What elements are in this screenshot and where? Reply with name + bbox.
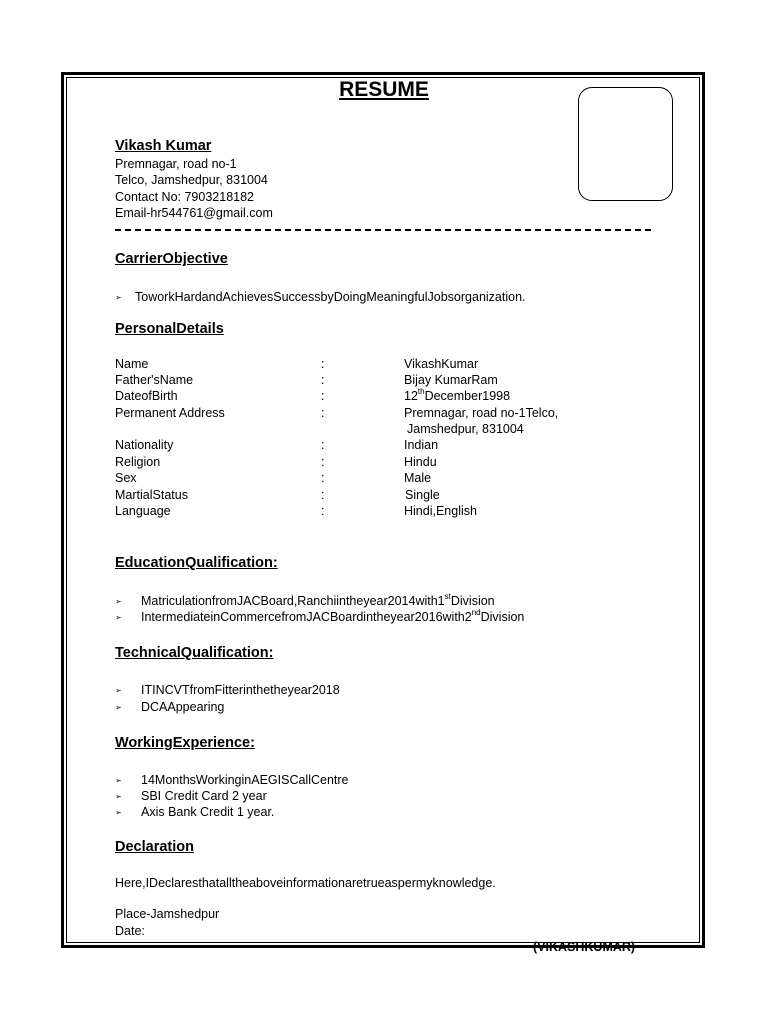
candidate-name: Vikash Kumar [115, 138, 212, 154]
declaration-heading: Declaration [115, 839, 194, 855]
separator: : [321, 488, 325, 502]
triangle-bullet-icon: ➢ [115, 613, 122, 622]
label-dob: DateofBirth [115, 389, 178, 403]
value-nationality: Indian [404, 438, 439, 452]
separator: : [321, 357, 325, 371]
resume-title: RESUME [339, 78, 429, 101]
objective-text: ToworkHardandAchievesSuccessbyDoingMeaningfulJobsorganization. [135, 290, 526, 304]
triangle-bullet-icon: ➢ [115, 686, 122, 695]
separator: : [321, 438, 325, 452]
value-religion: Hindu [404, 455, 437, 469]
label-father-name: Father'sName [115, 373, 194, 387]
triangle-bullet-icon: ➢ [115, 293, 122, 302]
date: Date: [115, 924, 145, 938]
experience-item: ➢ 14MonthsWorkinginAEGISCallCentre [115, 773, 349, 787]
separator: : [321, 389, 325, 403]
address-line-2: Telco, Jamshedpur, 831004 [115, 173, 268, 187]
triangle-bullet-icon: ➢ [115, 776, 122, 785]
declaration-text: Here,IDeclaresthatalltheaboveinformationaretrueaspermyknowledge. [115, 876, 496, 890]
contact-number: Contact No: 7903218182 [115, 190, 254, 204]
separator: : [321, 406, 325, 420]
value-permanent-address-line2: Jamshedpur, 831004 [407, 422, 524, 436]
education-item: ➢ MatriculationfromJACBoard,Ranchiintheyear2014with1stDivision [115, 592, 495, 608]
personal-details-heading: PersonalDetails [115, 321, 224, 337]
label-religion: Religion [115, 455, 161, 469]
triangle-bullet-icon: ➢ [115, 808, 122, 817]
separator: : [321, 373, 325, 387]
separator: : [321, 455, 325, 469]
label-nationality: Nationality [115, 438, 174, 452]
value-father-name: Bijay KumarRam [404, 373, 498, 387]
technical-heading: TechnicalQualification: [115, 645, 274, 661]
objective-heading: CarrierObjective [115, 251, 228, 267]
experience-item: ➢ Axis Bank Credit 1 year. [115, 805, 275, 819]
triangle-bullet-icon: ➢ [115, 703, 122, 712]
value-permanent-address: Premnagar, road no-1Telco, [404, 406, 559, 420]
triangle-bullet-icon: ➢ [115, 597, 122, 606]
photo-placeholder [578, 87, 673, 201]
education-heading: EducationQualification: [115, 555, 278, 571]
header-divider [115, 229, 651, 231]
label-marital-status: MartialStatus [115, 488, 188, 502]
technical-item: ➢ DCAAppearing [115, 700, 225, 714]
label-permanent-address: Permanent Address [115, 406, 225, 420]
label-language: Language [115, 504, 171, 518]
value-dob: 12thDecember1998 [404, 387, 511, 403]
label-name: Name [115, 357, 149, 371]
email-address: Email-hr544761@gmail.com [115, 206, 273, 220]
separator: : [321, 471, 325, 485]
experience-item: ➢ SBI Credit Card 2 year [115, 789, 267, 803]
label-sex: Sex [115, 471, 137, 485]
technical-item: ➢ ITINCVTfromFitterinthetheyear2018 [115, 683, 340, 697]
experience-heading: WorkingExperience: [115, 735, 255, 751]
signature-name: (VIKASHKUMAR) [533, 940, 636, 954]
address-line-1: Premnagar, road no-1 [115, 157, 237, 171]
value-sex: Male [404, 471, 432, 485]
value-marital-status: Single [405, 488, 440, 502]
value-name: VikashKumar [404, 357, 479, 371]
place: Place-Jamshedpur [115, 907, 220, 921]
value-language: Hindi,English [404, 504, 477, 518]
separator: : [321, 504, 325, 518]
triangle-bullet-icon: ➢ [115, 792, 122, 801]
education-item: ➢ IntermediateinCommercefromJACBoardintheyear2016with2ndDivision [115, 608, 525, 624]
objective-item [115, 289, 526, 306]
